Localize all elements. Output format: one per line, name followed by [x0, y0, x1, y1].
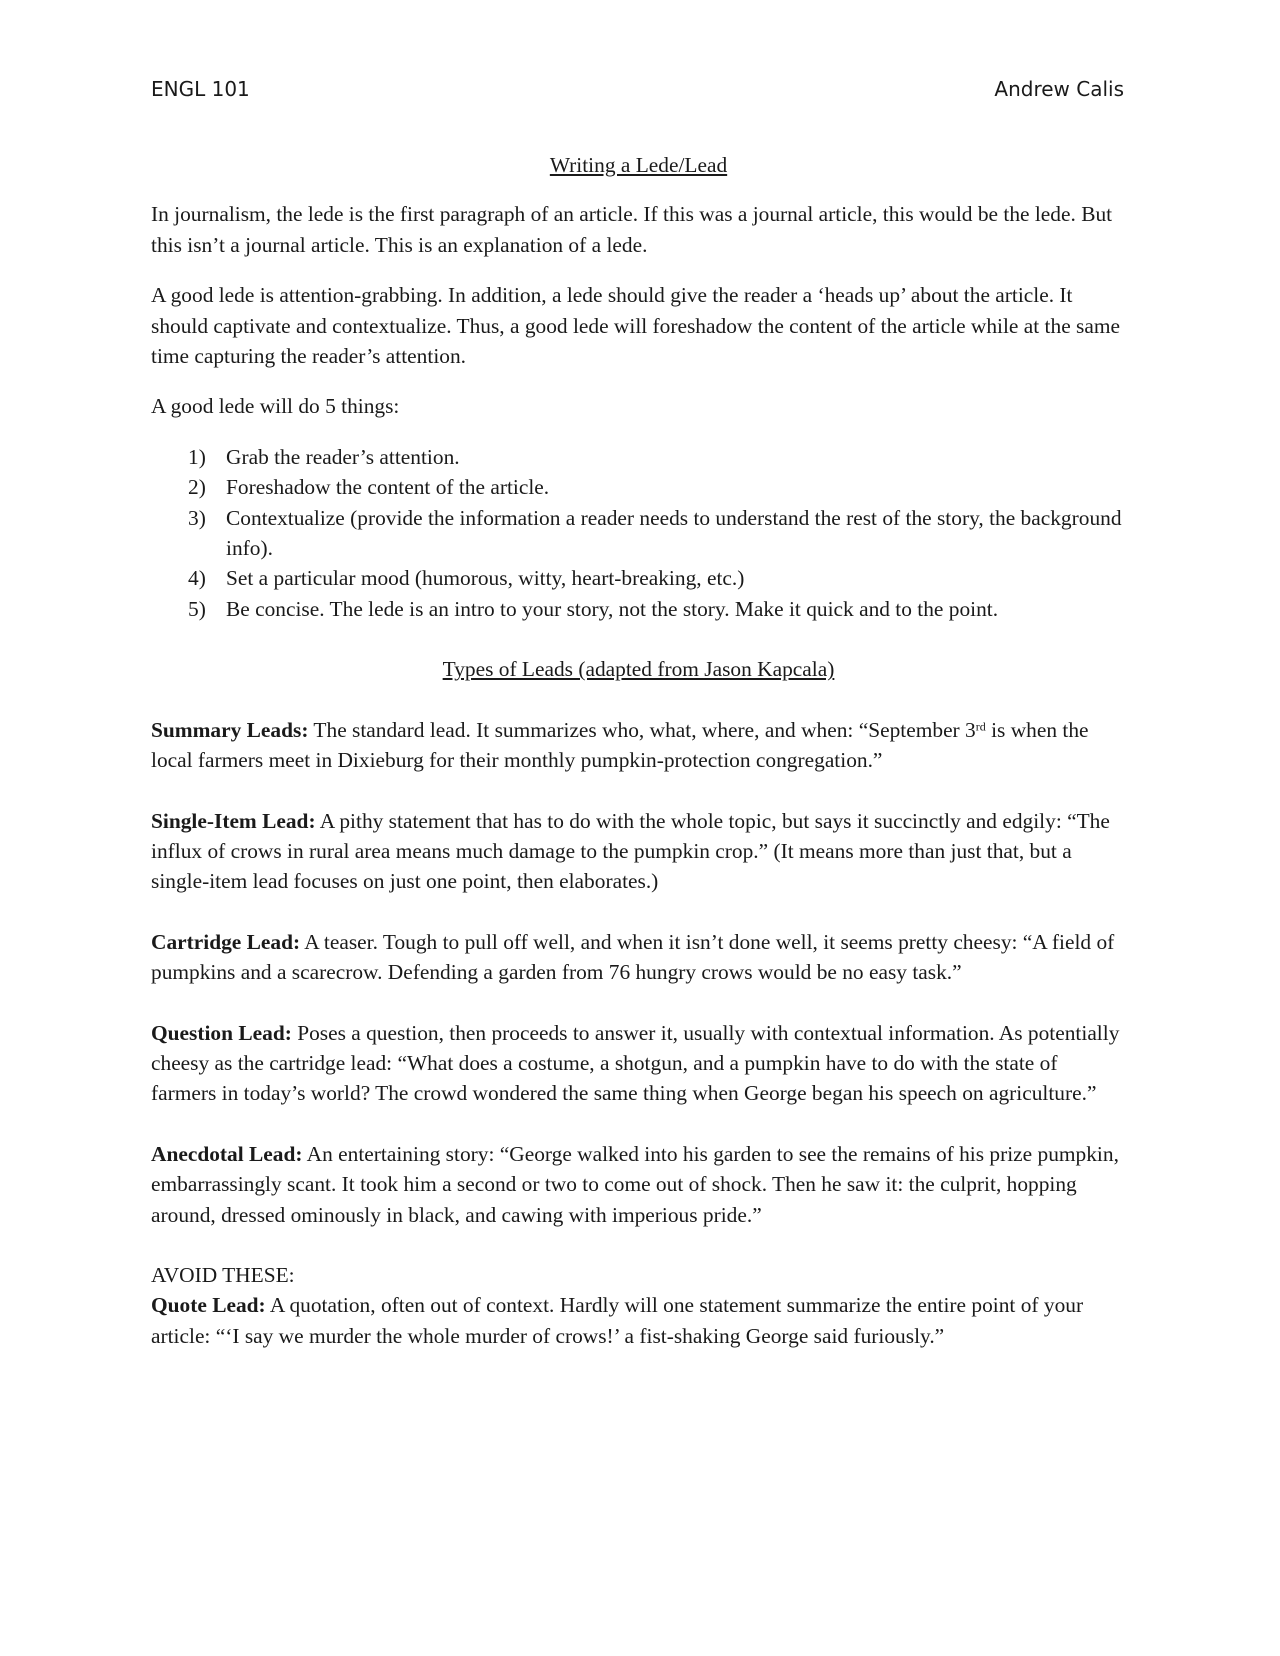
- list-item-number: 2): [188, 475, 206, 500]
- avoid-heading: AVOID THESE:: [151, 1262, 295, 1287]
- cartridge-lead-name: Cartridge Lead:: [151, 929, 301, 954]
- list-item-text: Grab the reader’s attention.: [226, 444, 460, 469]
- document-title: Writing a Lede/Lead: [549, 153, 728, 177]
- types-of-leads-heading: Types of Leads (adapted from Jason Kapcala): [442, 657, 835, 682]
- list-item-number: 3): [188, 505, 206, 530]
- cartridge-lead-text: A teaser. Tough to pull off well, and when it isn’t done well, it seems pretty cheesy: “A field of pumpkins and a scarecrow. Defending a garden from 76 hungry crows would be no easy task.”: [151, 929, 1115, 985]
- anecdotal-lead-text: An entertaining story: “George walked into his garden to see the remains of his prize pumpkin, embarrassingly scant. It took him a second or two to come out of shock. Then he saw it: the culprit, hopping around, dressed ominously in black, and cawing with imperious pride.”: [151, 1141, 1119, 1227]
- list-item-text: Contextualize (provide the information a reader needs to understand the rest of the story, the background info).: [226, 505, 1122, 561]
- list-item-text: Set a particular mood (humorous, witty, heart-breaking, etc.): [226, 566, 745, 591]
- summary-lead-text-b: is when the local farmers meet in Dixieburg for their monthly pumpkin-protection congregation.”: [151, 717, 1089, 773]
- quote-lead-name: Quote Lead:: [151, 1293, 266, 1318]
- list-item-number: 5): [188, 596, 206, 621]
- single-item-lead-name: Single-Item Lead:: [151, 808, 316, 833]
- five-things-list: [151, 442, 1126, 624]
- anecdotal-lead-name: Anecdotal Lead:: [151, 1141, 303, 1166]
- intro-paragraph-2: A good lede is attention-grabbing. In addition, a lede should give the reader a ‘heads up’ about the article. It should captivate and contextualize. Thus, a good lede will foreshadow the content of the article while at the same time capturing the reader’s attention.: [151, 283, 1120, 369]
- quote-lead-text: A quotation, often out of context. Hardly will one statement summarize the entire point of your article: “‘I say we murder the whole murder of crows!’ a fist-shaking George said furiously.”: [151, 1293, 1084, 1348]
- list-item-number: 4): [188, 566, 206, 591]
- ordinal-superscript: rd: [975, 719, 986, 734]
- author-header: Andrew Calis: [994, 77, 1124, 101]
- single-item-lead-paragraph: [151, 806, 1126, 897]
- intro-paragraph-3: A good lede will do 5 things:: [151, 394, 400, 419]
- intro-paragraph-1: In journalism, the lede is the first paragraph of an article. If this was a journal article, this would be the lede. But this isn’t a journal article. This is an explanation of a lede.: [151, 202, 1113, 257]
- quote-lead-paragraph: [151, 1290, 1126, 1351]
- list-item: [151, 503, 1126, 564]
- question-lead-paragraph: [151, 1018, 1126, 1109]
- list-item: [151, 442, 1126, 472]
- summary-lead-text-a: The standard lead. It summarizes who, what, where, and when: “September 3: [308, 717, 976, 742]
- list-item-text: Foreshadow the content of the article.: [226, 475, 550, 500]
- question-lead-name: Question Lead:: [151, 1020, 292, 1045]
- anecdotal-lead-paragraph: [151, 1139, 1126, 1230]
- list-item: [151, 594, 1126, 624]
- list-item-number: 1): [188, 444, 206, 469]
- list-item-text: Be concise. The lede is an intro to your story, not the story. Make it quick and to the point.: [226, 596, 999, 621]
- question-lead-text: Poses a question, then proceeds to answer it, usually with contextual information. As potentially cheesy as the cartridge lead: “What does a costume, a shotgun, and a pumpkin have to do with the state of farmers in today’s world? The crowd wondered the same thing when George began his speech on agriculture.”: [151, 1020, 1120, 1106]
- summary-lead-paragraph: [151, 715, 1126, 776]
- single-item-lead-text: A pithy statement that has to do with the whole topic, but says it succinctly and edgily: “The influx of crows in rural area means much damage to the pumpkin crop.” (It means more than just that, but a single-item lead focuses on just one point, then elaborates.): [151, 808, 1110, 894]
- document-body: [151, 150, 1126, 1351]
- cartridge-lead-paragraph: [151, 927, 1126, 988]
- summary-lead-name: Summary Leads:: [151, 717, 309, 742]
- list-item: [151, 472, 1126, 502]
- list-item: [151, 563, 1126, 593]
- course-header: ENGL 101: [151, 77, 250, 101]
